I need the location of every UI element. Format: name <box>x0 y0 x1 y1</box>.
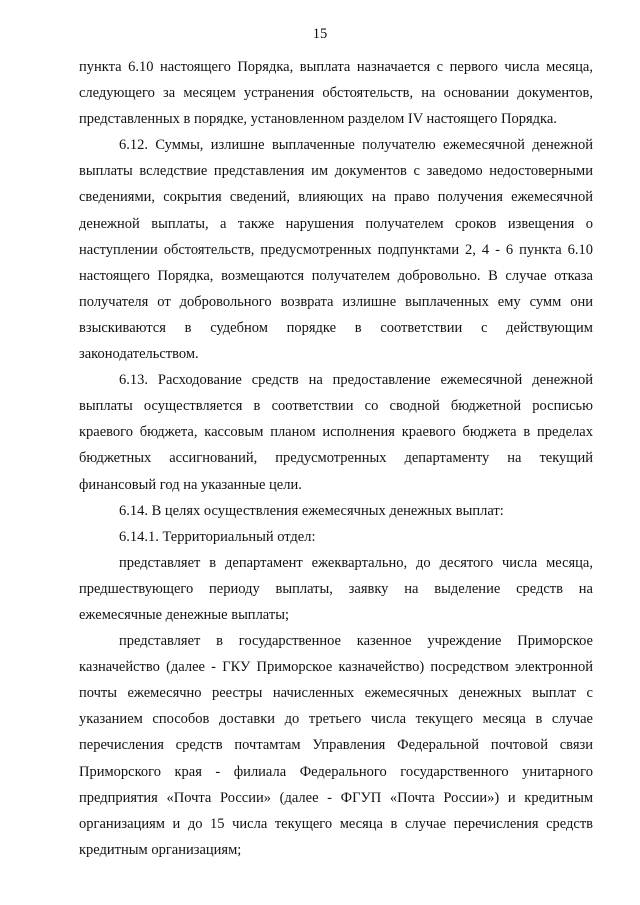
document-body <box>79 54 593 863</box>
paragraph-continuation: пункта 6.10 настоящего Порядка, выплата назначается с первого числа месяца, следующего за месяцем устранения обстоятельств, на основании документов, представленных в порядке, установленном разделом IV настоящего Порядка. <box>79 59 593 128</box>
paragraph-6-14: 6.14. В целях осуществления ежемесячных денежных выплат: <box>119 502 504 519</box>
page-number: 15 <box>312 26 328 42</box>
paragraph-6-14-1: 6.14.1. Территориальный отдел: <box>119 528 316 545</box>
paragraph-6-12: 6.12. Суммы, излишне выплаченные получателю ежемесячной денежной выплаты вследствие представления им документов с заведомо недостоверными сведениями, сокрытия сведений, влияющих на право получения ежемесячной денежной выплаты, а также нарушения получателем сроков извещения о наступлении обстоятельств, предусмотренных подпунктами 2, 4 - 6 пункта 6.10 настоящего Порядка, возмещаются получателем добровольно. В случае отказа получателя от добровольного возврата излишне выплаченных ему сумм они взыскиваются в судебном порядке в соответствии с действующим законодательством. <box>79 137 593 363</box>
paragraph-treasury-registers: представляет в государственное казенное учреждение Приморское казначейство (далее - ГКУ Приморское казначейство) посредством электронной почты ежемесячно реестры начисленных ежемесячных денежных выплат с указанием способов доставки до третьего числа текущего месяца в случае перечисления средств почтамтам Управления Федеральной почтовой связи Приморского края - филиала Федерального государственного унитарного предприятия «Почта России» (далее - ФГУП «Почта России») и кредитным организациям и до 15 числа текущего месяца в случае перечисления средств кредитным организациям; <box>79 633 593 858</box>
paragraph-6-13: 6.13. Расходование средств на предоставление ежемесячной денежной выплаты осуществляется в соответствии со сводной бюджетной росписью краевого бюджета, кассовым планом исполнения краевого бюджета в пределах бюджетных ассигнований, предусмотренных департаменту на текущий финансовый год на указанные цели. <box>79 372 593 493</box>
paragraph-quarterly-request: представляет в департамент ежеквартально, до десятого числа месяца, предшествующего периоду выплаты, заявку на выделение средств на ежемесячные денежные выплаты; <box>79 554 593 623</box>
